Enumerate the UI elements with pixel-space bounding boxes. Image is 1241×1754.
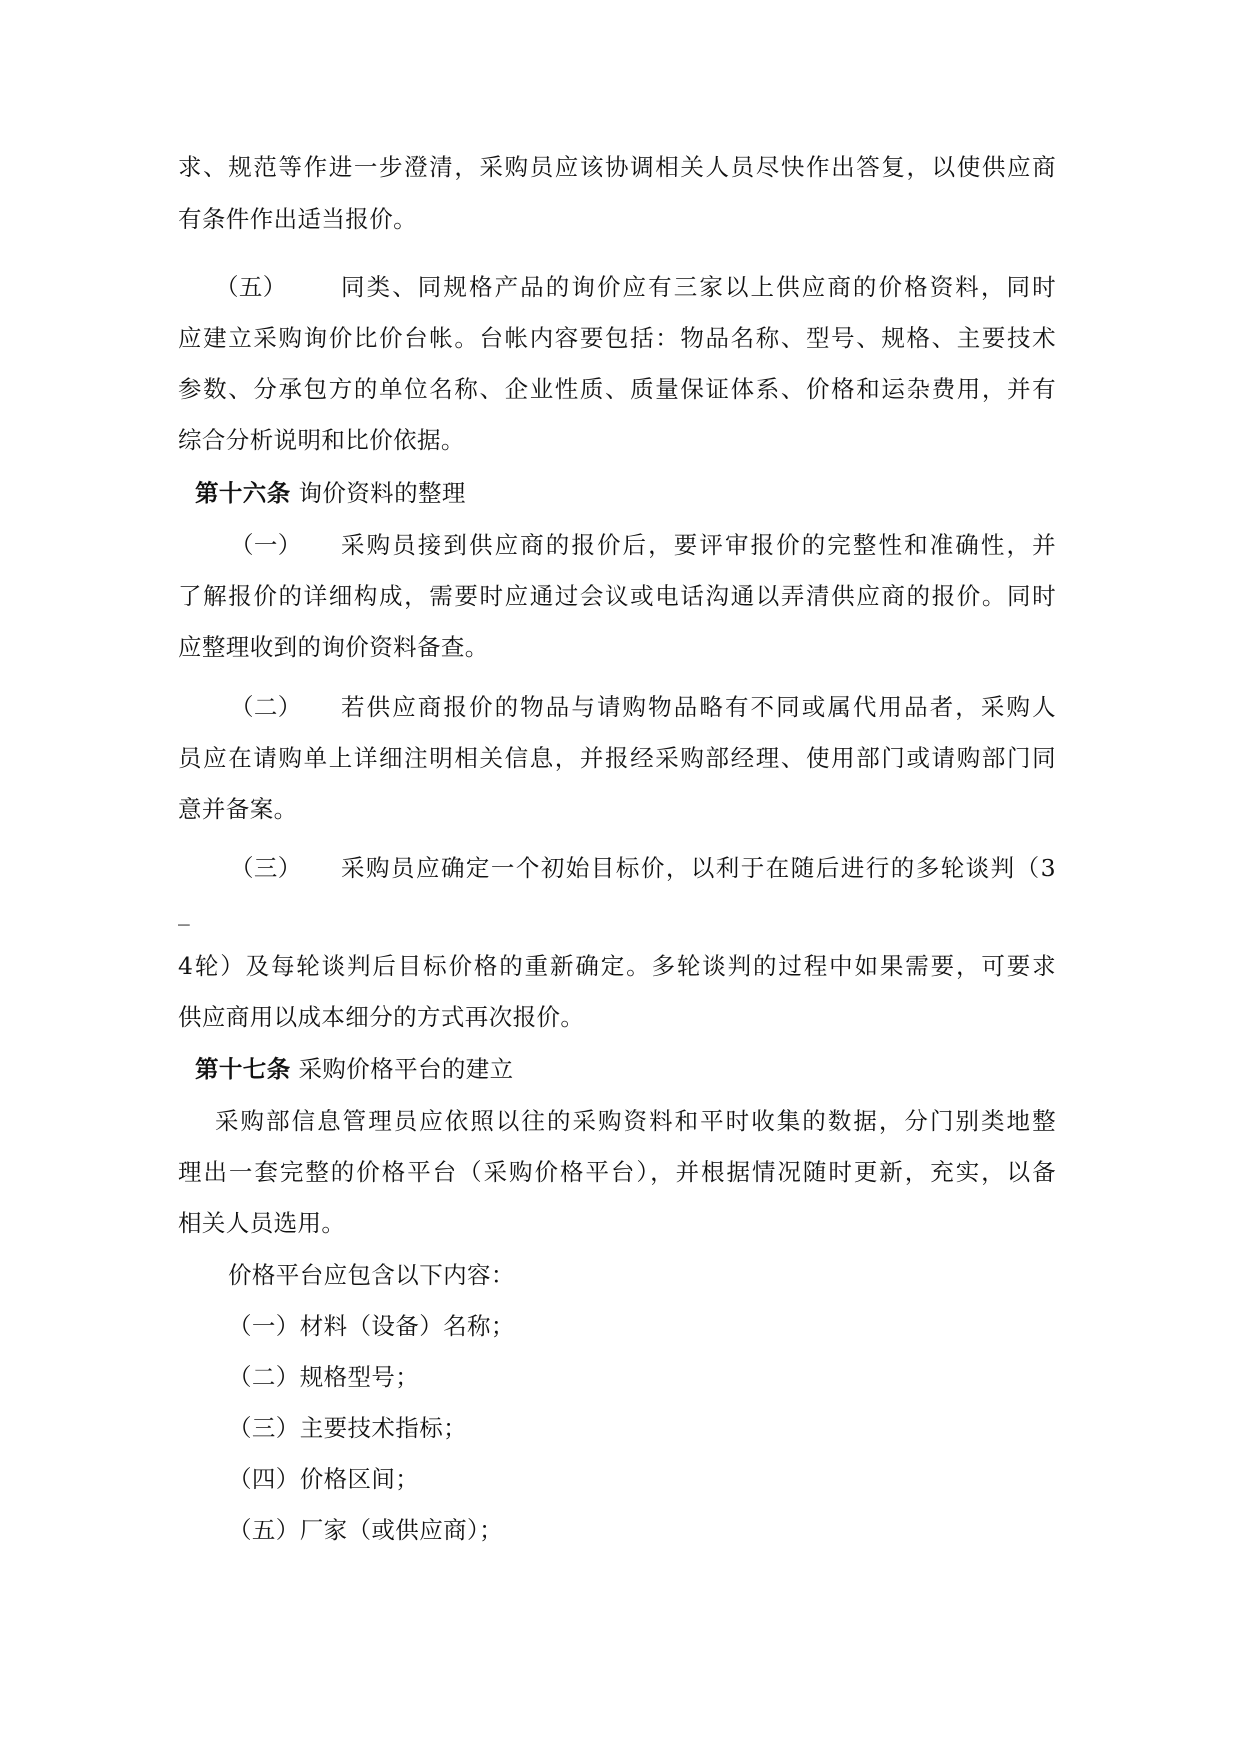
paragraph-line: 供应商用以成本细分的方式再次报价。	[178, 1003, 585, 1031]
article-heading	[195, 478, 466, 508]
paragraph-line: 员应在请购单上详细注明相关信息，并报经采购部经理、使用部门或请购部门同	[178, 744, 1056, 772]
list-item: （二）规格型号；	[228, 1363, 420, 1391]
paragraph-line: 综合分析说明和比价依据。	[178, 426, 465, 454]
paragraph-line: 同类、同规格产品的询价应有三家以上供应商的价格资料，同时	[341, 273, 1056, 301]
list-number: （三）	[230, 854, 302, 882]
paragraph-line: _	[178, 898, 191, 926]
paragraph-line: 4轮）及每轮谈判后目标价格的重新确定。多轮谈判的过程中如果需要，可要求	[178, 952, 1056, 980]
list-number: （一）	[230, 531, 302, 559]
paragraph-line: 应整理收到的询价资料备查。	[178, 633, 489, 661]
paragraph-line: 采购部信息管理员应依照以往的采购资料和平时收集的数据，分门别类地整	[215, 1107, 1056, 1135]
paragraph-line: 参数、分承包方的单位名称、企业性质、质量保证体系、价格和运杂费用，并有	[178, 375, 1056, 403]
list-number: （五）	[215, 273, 287, 301]
list-number: （二）	[230, 693, 302, 721]
paragraph-line: 应建立采购询价比价台帐。台帐内容要包括：物品名称、型号、规格、主要技术	[178, 324, 1056, 352]
article-label: 第十七条	[195, 1055, 291, 1083]
list-item: （一）材料（设备）名称；	[228, 1312, 515, 1340]
paragraph-line: 求、规范等作进一步澄清，采购员应该协调相关人员尽快作出答复，以使供应商	[178, 153, 1056, 181]
paragraph-line: 理出一套完整的价格平台（采购价格平台），并根据情况随时更新，充实，以备	[178, 1158, 1056, 1186]
article-title: 采购价格平台的建立	[298, 1055, 514, 1083]
paragraph-line: 有条件作出适当报价。	[178, 205, 417, 233]
paragraph-line: 采购员应确定一个初始目标价，以利于在随后进行的多轮谈判（3	[341, 854, 1056, 882]
paragraph-line: 了解报价的详细构成，需要时应通过会议或电话沟通以弄清供应商的报价。同时	[178, 582, 1056, 610]
list-item: （五）厂家（或供应商）；	[228, 1516, 504, 1544]
article-label: 第十六条	[195, 479, 291, 507]
paragraph-line: 价格平台应包含以下内容：	[228, 1261, 515, 1289]
paragraph-line: 意并备案。	[178, 795, 298, 823]
paragraph-line: 采购员接到供应商的报价后，要评审报价的完整性和准确性，并	[341, 531, 1056, 559]
article-heading	[195, 1054, 514, 1084]
article-title: 询价资料的整理	[298, 479, 466, 507]
paragraph-line: 若供应商报价的物品与请购物品略有不同或属代用品者，采购人	[341, 693, 1056, 721]
list-item: （四）价格区间；	[228, 1465, 420, 1493]
paragraph-line: 相关人员选用。	[178, 1209, 346, 1237]
list-item: （三）主要技术指标；	[228, 1414, 467, 1442]
